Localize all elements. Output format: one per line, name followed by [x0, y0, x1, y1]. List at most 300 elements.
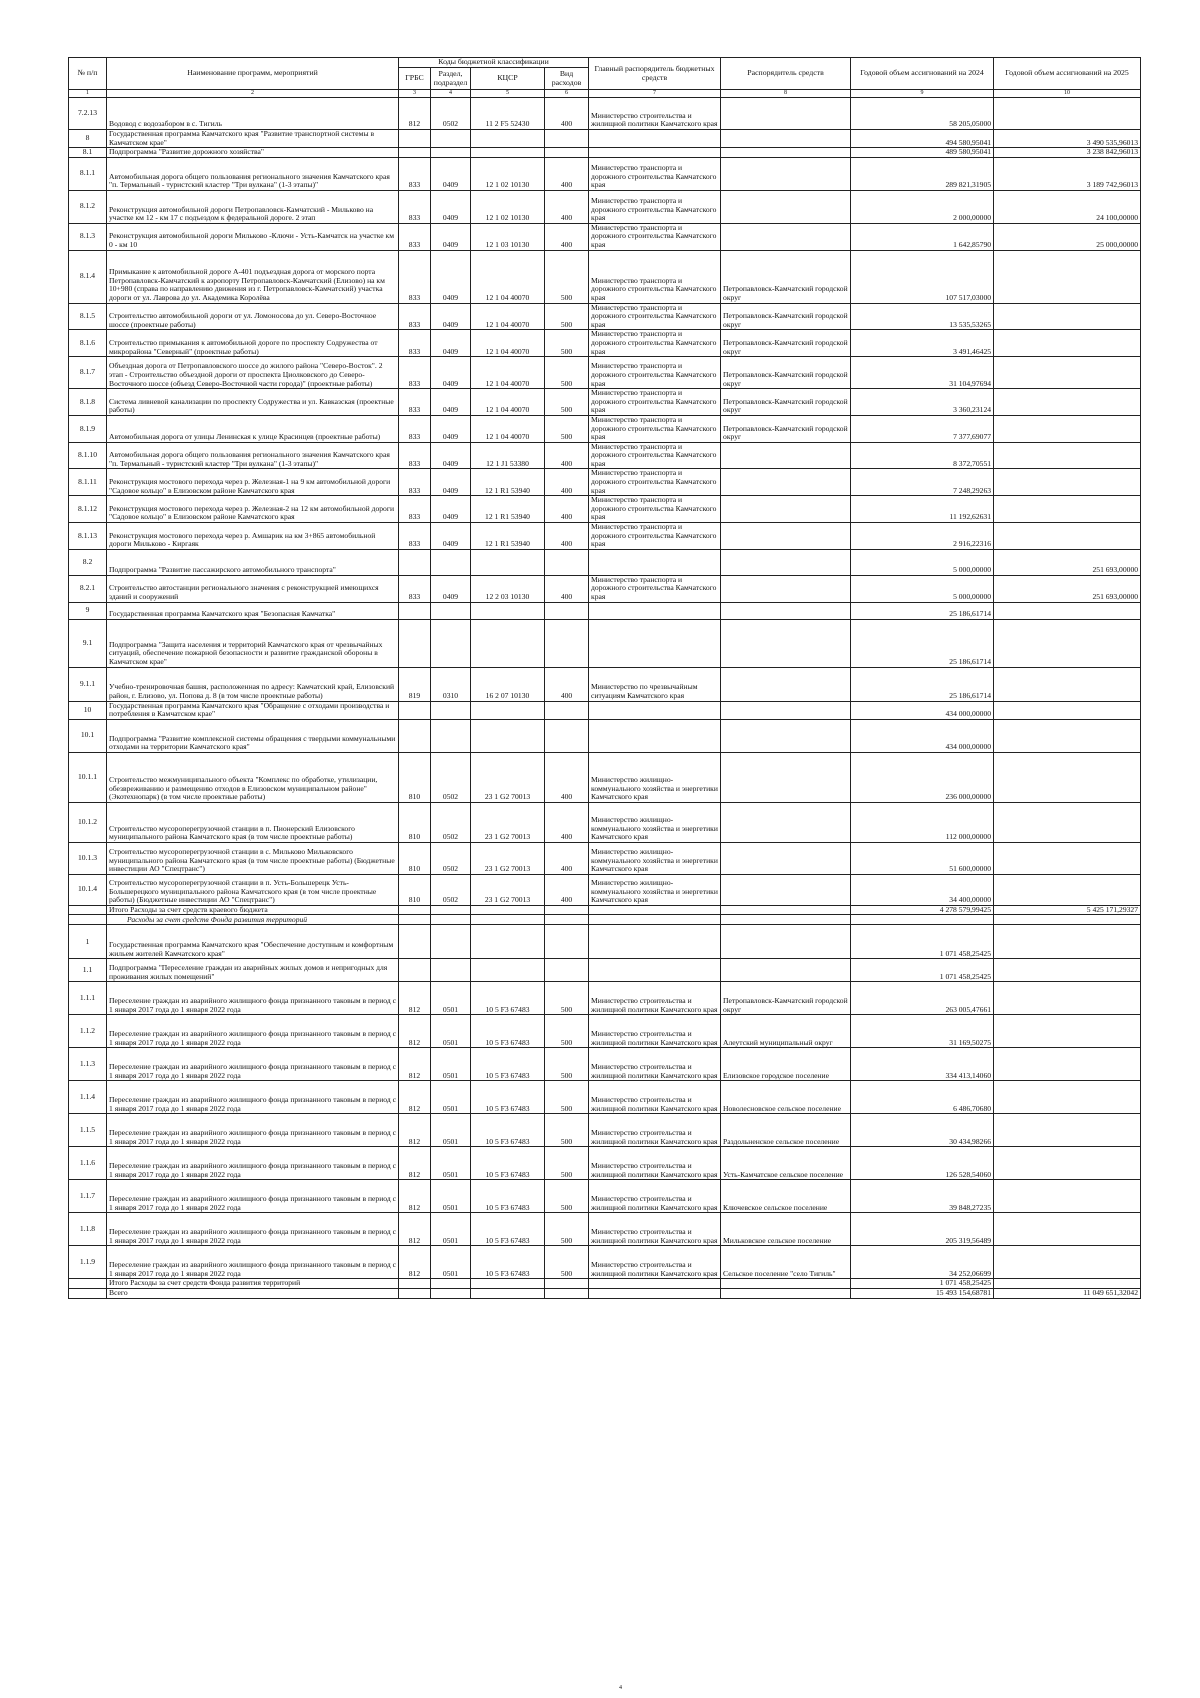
row-rasporyaditel: Сельское поселение "село Тигиль" — [721, 1246, 851, 1279]
table-row — [69, 1288, 1141, 1298]
row-amount-2024: 11 192,62631 — [851, 496, 994, 523]
row-amount-2024: 34 400,00000 — [851, 874, 994, 905]
row-kcsr: 10 5 F3 67483 — [471, 1081, 545, 1114]
row-name: Строительство примыкания к автомобильной дороге по проспекту Содружества от микрорайона "Северный" (проектные работы) — [107, 330, 399, 357]
row-name: Строительство мусороперегрузочной станции в п. Пионерский Елизовского муниципального района Камчатского края (в том числе проектные работы) — [107, 802, 399, 842]
table-row — [69, 719, 1141, 752]
row-kcsr: 12 1 03 10130 — [471, 223, 545, 250]
row-number: 1.1.8 — [69, 1213, 107, 1246]
row-name: Подпрограмма "Переселение граждан из аварийных жилых домов и непригодных для проживания жилых помещений" — [107, 959, 399, 982]
row-glavniy: Министерство транспорта и дорожного строительства Камчатского края — [589, 442, 721, 469]
row-rasporyaditel — [721, 842, 851, 874]
row-grbs — [399, 602, 431, 619]
row-glavniy: Министерство строительства и жилищной политики Камчатского края — [589, 1015, 721, 1048]
row-name: Государственная программа Камчатского края "Обращение с отходами производства и потребления в Камчатском крае" — [107, 701, 399, 719]
row-amount-2024: 5 000,00000 — [851, 549, 994, 575]
row-razdel — [431, 130, 471, 148]
row-kcsr — [471, 915, 545, 925]
row-glavniy: Министерство строительства и жилищной политики Камчатского края — [589, 1147, 721, 1180]
row-glavniy — [589, 905, 721, 915]
row-amount-2025: 5 425 171,29327 — [994, 905, 1141, 915]
row-razdel: 0409 — [431, 415, 471, 442]
row-grbs — [399, 925, 431, 959]
row-rasporyaditel — [721, 619, 851, 667]
row-name: Автомобильная дорога общего пользования регионального значения Камчатского края "п. Термальный - туристский кластер "Три вулкана" (1-3 этапы)" — [107, 442, 399, 469]
row-amount-2025 — [994, 1147, 1141, 1180]
table-body — [69, 98, 1141, 1299]
row-amount-2024: 334 413,14060 — [851, 1048, 994, 1081]
row-amount-2025 — [994, 915, 1141, 925]
row-kcsr — [471, 1279, 545, 1289]
row-razdel — [431, 959, 471, 982]
row-vid — [545, 130, 589, 148]
row-amount-2025 — [994, 874, 1141, 905]
row-number: 8.1.1 — [69, 157, 107, 190]
row-vid — [545, 701, 589, 719]
row-name: Строительство мусороперегрузочной станции в с. Мильково Мильковского муниципального района Камчатского края (в том числе проектные работы) (Бюджетные инвестиции АО "Спецтранс") — [107, 842, 399, 874]
row-glavniy: Министерство строительства и жилищной политики Камчатского края — [589, 1213, 721, 1246]
row-glavniy — [589, 915, 721, 925]
row-amount-2025: 24 100,00000 — [994, 190, 1141, 223]
row-glavniy: Министерство транспорта и дорожного строительства Камчатского края — [589, 157, 721, 190]
row-glavniy: Министерство транспорта и дорожного строительства Камчатского края — [589, 330, 721, 357]
row-rasporyaditel: Петропавловск-Камчатский городской округ — [721, 250, 851, 303]
row-amount-2025 — [994, 303, 1141, 330]
table-row — [69, 925, 1141, 959]
row-grbs: 812 — [399, 98, 431, 130]
row-name: Переселение граждан из аварийного жилищного фонда признанного таковым в период с 1 января 2017 года до 1 января 2022 года — [107, 1081, 399, 1114]
row-vid: 400 — [545, 667, 589, 701]
row-rasporyaditel: Мильковское сельское поселение — [721, 1213, 851, 1246]
row-vid: 500 — [545, 1213, 589, 1246]
row-number: 8.1 — [69, 148, 107, 158]
row-amount-2025: 25 000,00000 — [994, 223, 1141, 250]
row-glavniy — [589, 959, 721, 982]
row-grbs: 812 — [399, 1081, 431, 1114]
row-number: 8.1.13 — [69, 523, 107, 550]
row-vid: 400 — [545, 223, 589, 250]
row-name: Переселение граждан из аварийного жилищного фонда признанного таковым в период с 1 января 2017 года до 1 января 2022 года — [107, 1114, 399, 1147]
table-row — [69, 330, 1141, 357]
row-rasporyaditel: Раздольненское сельское поселение — [721, 1114, 851, 1147]
row-number: 10.1.2 — [69, 802, 107, 842]
row-glavniy: Министерство транспорта и дорожного строительства Камчатского края — [589, 469, 721, 496]
row-vid — [545, 719, 589, 752]
row-amount-2024: 31 104,97694 — [851, 357, 994, 389]
row-amount-2024: 494 580,95041 — [851, 130, 994, 148]
row-rasporyaditel — [721, 874, 851, 905]
row-razdel — [431, 905, 471, 915]
row-amount-2024: 7 377,69077 — [851, 415, 994, 442]
row-amount-2025: 3 490 535,96013 — [994, 130, 1141, 148]
row-razdel: 0409 — [431, 575, 471, 602]
row-name: Переселение граждан из аварийного жилищного фонда признанного таковым в период с 1 января 2017 года до 1 января 2022 года — [107, 1147, 399, 1180]
row-number: 8.1.8 — [69, 389, 107, 416]
row-glavniy: Министерство транспорта и дорожного строительства Камчатского края — [589, 303, 721, 330]
row-name: Расходы за счет средств Фонда развития территорий — [107, 915, 399, 925]
row-name: Переселение граждан из аварийного жилищного фонда признанного таковым в период с 1 января 2017 года до 1 января 2022 года — [107, 982, 399, 1015]
row-amount-2025 — [994, 250, 1141, 303]
table-row — [69, 190, 1141, 223]
table-row — [69, 701, 1141, 719]
row-glavniy — [589, 602, 721, 619]
row-vid: 400 — [545, 469, 589, 496]
row-vid — [545, 549, 589, 575]
row-number — [69, 1279, 107, 1289]
row-grbs — [399, 1288, 431, 1298]
row-amount-2025 — [994, 496, 1141, 523]
row-razdel: 0501 — [431, 1048, 471, 1081]
row-vid — [545, 148, 589, 158]
row-amount-2025 — [994, 1081, 1141, 1114]
row-rasporyaditel — [721, 575, 851, 602]
row-vid — [545, 915, 589, 925]
row-razdel: 0310 — [431, 667, 471, 701]
table-row — [69, 602, 1141, 619]
row-amount-2024: 25 186,61714 — [851, 619, 994, 667]
table-row — [69, 802, 1141, 842]
row-number: 10.1.3 — [69, 842, 107, 874]
row-number: 1.1.4 — [69, 1081, 107, 1114]
row-glavniy — [589, 549, 721, 575]
row-name: Водовод с водозабором в с. Тигиль — [107, 98, 399, 130]
row-rasporyaditel: Петропавловск-Камчатский городской округ — [721, 357, 851, 389]
row-vid — [545, 905, 589, 915]
row-glavniy: Министерство строительства и жилищной политики Камчатского края — [589, 1180, 721, 1213]
row-number: 8.2.1 — [69, 575, 107, 602]
row-amount-2025 — [994, 442, 1141, 469]
row-kcsr: 12 1 04 40070 — [471, 330, 545, 357]
row-razdel — [431, 602, 471, 619]
row-number — [69, 905, 107, 915]
row-grbs: 833 — [399, 357, 431, 389]
row-razdel: 0409 — [431, 250, 471, 303]
row-amount-2025 — [994, 1114, 1141, 1147]
row-razdel — [431, 619, 471, 667]
row-amount-2025: 251 693,00000 — [994, 575, 1141, 602]
row-amount-2024: 1 071 458,25425 — [851, 959, 994, 982]
row-kcsr: 10 5 F3 67483 — [471, 1180, 545, 1213]
col-num: 9 — [851, 90, 994, 98]
table-row — [69, 1147, 1141, 1180]
row-grbs: 833 — [399, 442, 431, 469]
row-vid: 500 — [545, 330, 589, 357]
header-kcsr: КЦСР — [471, 68, 545, 90]
table-row — [69, 148, 1141, 158]
row-amount-2024: 5 000,00000 — [851, 575, 994, 602]
table-row — [69, 496, 1141, 523]
row-amount-2025 — [994, 469, 1141, 496]
row-name: Переселение граждан из аварийного жилищного фонда признанного таковым в период с 1 января 2017 года до 1 января 2022 года — [107, 1180, 399, 1213]
row-rasporyaditel — [721, 157, 851, 190]
row-razdel — [431, 1279, 471, 1289]
row-amount-2024: 39 848,27235 — [851, 1180, 994, 1213]
row-grbs: 833 — [399, 496, 431, 523]
row-razdel: 0409 — [431, 357, 471, 389]
row-amount-2024: 51 600,00000 — [851, 842, 994, 874]
row-glavniy: Министерство строительства и жилищной политики Камчатского края — [589, 1048, 721, 1081]
row-glavniy: Министерство строительства и жилищной политики Камчатского края — [589, 1246, 721, 1279]
row-grbs — [399, 701, 431, 719]
row-name: Автомобильная дорога общего пользования регионального значения Камчатского края "п. Термальный - туристский кластер "Три вулкана" (1-3 этапы)" — [107, 157, 399, 190]
row-glavniy: Министерство строительства и жилищной политики Камчатского края — [589, 1081, 721, 1114]
row-rasporyaditel — [721, 802, 851, 842]
row-grbs: 833 — [399, 190, 431, 223]
row-number: 8.1.12 — [69, 496, 107, 523]
row-kcsr: 23 1 G2 70013 — [471, 802, 545, 842]
row-grbs: 833 — [399, 223, 431, 250]
row-rasporyaditel — [721, 1279, 851, 1289]
row-grbs — [399, 915, 431, 925]
row-rasporyaditel — [721, 223, 851, 250]
row-razdel — [431, 549, 471, 575]
row-grbs — [399, 719, 431, 752]
row-kcsr — [471, 701, 545, 719]
row-name: Подпрограмма "Развитие комплексной системы обращения с твердыми коммунальными отходами на территории Камчатского края" — [107, 719, 399, 752]
row-grbs: 833 — [399, 330, 431, 357]
row-razdel: 0409 — [431, 442, 471, 469]
row-number: 8.1.10 — [69, 442, 107, 469]
row-amount-2025: 3 238 842,96013 — [994, 148, 1141, 158]
row-kcsr: 12 1 R1 53940 — [471, 523, 545, 550]
row-amount-2024: 8 372,70551 — [851, 442, 994, 469]
row-amount-2025 — [994, 701, 1141, 719]
row-amount-2025 — [994, 1246, 1141, 1279]
row-kcsr: 12 1 04 40070 — [471, 303, 545, 330]
row-amount-2024: 25 186,61714 — [851, 602, 994, 619]
row-kcsr — [471, 619, 545, 667]
row-name: Всего — [107, 1288, 399, 1298]
table-row — [69, 157, 1141, 190]
row-razdel: 0409 — [431, 496, 471, 523]
table-row — [69, 1180, 1141, 1213]
table-row — [69, 303, 1141, 330]
table-row — [69, 575, 1141, 602]
table-row — [69, 842, 1141, 874]
row-amount-2025 — [994, 415, 1141, 442]
row-amount-2024: 434 000,00000 — [851, 701, 994, 719]
row-name: Реконструкция мостового перехода через р. Амшарик на км 3+865 автомобильной дороги Мильково - Киргаяк — [107, 523, 399, 550]
row-glavniy: Министерство жилищно-коммунального хозяйства и энергетики Камчатского края — [589, 802, 721, 842]
col-num: 1 — [69, 90, 107, 98]
col-num: 2 — [107, 90, 399, 98]
row-rasporyaditel — [721, 496, 851, 523]
col-num: 10 — [994, 90, 1141, 98]
row-razdel: 0409 — [431, 523, 471, 550]
row-number: 8.1.7 — [69, 357, 107, 389]
row-amount-2025 — [994, 719, 1141, 752]
row-rasporyaditel — [721, 719, 851, 752]
row-number: 1.1 — [69, 959, 107, 982]
table-row — [69, 1081, 1141, 1114]
row-rasporyaditel: Ключевское сельское поселение — [721, 1180, 851, 1213]
header-name: Наименование программ, мероприятий — [107, 58, 399, 90]
row-number: 1.1.1 — [69, 982, 107, 1015]
row-amount-2024: 236 000,00000 — [851, 752, 994, 802]
table-row — [69, 1015, 1141, 1048]
row-number: 9.1.1 — [69, 667, 107, 701]
row-glavniy: Министерство транспорта и дорожного строительства Камчатского края — [589, 415, 721, 442]
row-rasporyaditel — [721, 667, 851, 701]
row-kcsr — [471, 719, 545, 752]
col-num: 6 — [545, 90, 589, 98]
row-grbs: 812 — [399, 1015, 431, 1048]
row-vid: 500 — [545, 1180, 589, 1213]
table-row — [69, 752, 1141, 802]
header-y2024: Годовой объем ассигнований на 2024 — [851, 58, 994, 90]
row-name: Реконструкция автомобильной дороги Петропавловск-Камчатский - Мильково на участке км 12 - км 17 с подъездом к федеральной дороге. 2 этап — [107, 190, 399, 223]
row-rasporyaditel: Петропавловск-Камчатский городской округ — [721, 303, 851, 330]
row-kcsr: 12 1 J1 53380 — [471, 442, 545, 469]
row-name: Государственная программа Камчатского края "Безопасная Камчатка" — [107, 602, 399, 619]
row-amount-2025 — [994, 619, 1141, 667]
row-razdel: 0409 — [431, 389, 471, 416]
row-grbs: 833 — [399, 469, 431, 496]
row-vid — [545, 619, 589, 667]
row-kcsr: 10 5 F3 67483 — [471, 1213, 545, 1246]
row-razdel — [431, 719, 471, 752]
row-grbs — [399, 959, 431, 982]
row-glavniy — [589, 719, 721, 752]
row-kcsr: 10 5 F3 67483 — [471, 1015, 545, 1048]
row-number: 1.1.2 — [69, 1015, 107, 1048]
row-number: 8.1.4 — [69, 250, 107, 303]
row-amount-2025 — [994, 1048, 1141, 1081]
row-name: Переселение граждан из аварийного жилищного фонда признанного таковым в период с 1 января 2017 года до 1 января 2022 года — [107, 1048, 399, 1081]
row-amount-2024: 1 071 458,25425 — [851, 1279, 994, 1289]
row-razdel: 0501 — [431, 1015, 471, 1048]
row-name: Строительство мусороперегрузочной станции в п. Усть-Большерецк Усть-Большерецкого муниципального района Камчатского края (в том числе проектные работы) (Бюджетные инвестиции АО "Спецтранс") — [107, 874, 399, 905]
row-name: Строительство автомобильной дороги от ул. Ломоносова до ул. Северо-Восточное шоссе (проектные работы) — [107, 303, 399, 330]
row-vid: 400 — [545, 98, 589, 130]
row-kcsr: 10 5 F3 67483 — [471, 1147, 545, 1180]
row-number: 8.1.5 — [69, 303, 107, 330]
row-number: 10 — [69, 701, 107, 719]
row-rasporyaditel — [721, 148, 851, 158]
row-number: 8.1.6 — [69, 330, 107, 357]
row-razdel: 0501 — [431, 1246, 471, 1279]
row-amount-2025 — [994, 959, 1141, 982]
row-amount-2025 — [994, 982, 1141, 1015]
row-rasporyaditel — [721, 959, 851, 982]
row-amount-2025 — [994, 1015, 1141, 1048]
col-num: 7 — [589, 90, 721, 98]
row-number: 1.1.5 — [69, 1114, 107, 1147]
table-row — [69, 130, 1141, 148]
row-glavniy: Министерство транспорта и дорожного строительства Камчатского края — [589, 389, 721, 416]
row-razdel — [431, 925, 471, 959]
header-no: № п/п — [69, 58, 107, 90]
row-glavniy — [589, 619, 721, 667]
row-razdel — [431, 1288, 471, 1298]
row-grbs — [399, 619, 431, 667]
row-kcsr: 23 1 G2 70013 — [471, 842, 545, 874]
row-name: Государственная программа Камчатского края "Обеспечение доступным и комфортным жильем жителей Камчатского края" — [107, 925, 399, 959]
row-grbs: 833 — [399, 523, 431, 550]
row-amount-2025 — [994, 98, 1141, 130]
row-amount-2025: 251 693,00000 — [994, 549, 1141, 575]
row-vid: 400 — [545, 523, 589, 550]
row-kcsr: 12 1 02 10130 — [471, 190, 545, 223]
row-razdel: 0502 — [431, 98, 471, 130]
row-razdel: 0501 — [431, 1147, 471, 1180]
page-number: 4 — [619, 1685, 622, 1691]
row-kcsr: 12 1 02 10130 — [471, 157, 545, 190]
row-number: 7.2.13 — [69, 98, 107, 130]
row-amount-2025 — [994, 1279, 1141, 1289]
row-rasporyaditel — [721, 190, 851, 223]
row-razdel: 0409 — [431, 190, 471, 223]
row-amount-2025 — [994, 602, 1141, 619]
row-number: 8.1.11 — [69, 469, 107, 496]
row-kcsr: 12 1 04 40070 — [471, 415, 545, 442]
row-glavniy: Министерство транспорта и дорожного строительства Камчатского края — [589, 250, 721, 303]
row-number: 8.1.2 — [69, 190, 107, 223]
row-amount-2024: 34 252,06699 — [851, 1246, 994, 1279]
row-amount-2024: 2 916,22316 — [851, 523, 994, 550]
row-number: 1.1.6 — [69, 1147, 107, 1180]
row-grbs — [399, 1279, 431, 1289]
row-razdel: 0501 — [431, 982, 471, 1015]
row-vid: 500 — [545, 1081, 589, 1114]
row-glavniy: Министерство транспорта и дорожного строительства Камчатского края — [589, 523, 721, 550]
row-glavniy: Министерство строительства и жилищной политики Камчатского края — [589, 982, 721, 1015]
row-razdel: 0409 — [431, 157, 471, 190]
row-amount-2025 — [994, 330, 1141, 357]
row-kcsr: 12 1 R1 53940 — [471, 469, 545, 496]
row-number: 8.2 — [69, 549, 107, 575]
row-amount-2024: 31 169,50275 — [851, 1015, 994, 1048]
row-name: Подпрограмма "Защита населения и территорий Камчатского края от чрезвычайных ситуаций, обеспечение пожарной безопасности и развитие гражданской обороны в Камчатском крае" — [107, 619, 399, 667]
row-grbs — [399, 549, 431, 575]
row-kcsr: 10 5 F3 67483 — [471, 1048, 545, 1081]
row-grbs: 833 — [399, 303, 431, 330]
row-amount-2024: 205 319,56489 — [851, 1213, 994, 1246]
row-grbs: 810 — [399, 752, 431, 802]
row-amount-2024: 4 278 579,99425 — [851, 905, 994, 915]
row-number: 1.1.9 — [69, 1246, 107, 1279]
row-vid — [545, 1288, 589, 1298]
row-rasporyaditel — [721, 905, 851, 915]
row-vid: 400 — [545, 842, 589, 874]
row-kcsr: 12 1 R1 53940 — [471, 496, 545, 523]
row-amount-2025 — [994, 842, 1141, 874]
row-amount-2024 — [851, 915, 994, 925]
row-rasporyaditel — [721, 98, 851, 130]
row-rasporyaditel — [721, 1288, 851, 1298]
row-amount-2024: 25 186,61714 — [851, 667, 994, 701]
row-amount-2024: 489 580,95041 — [851, 148, 994, 158]
row-rasporyaditel — [721, 469, 851, 496]
row-name: Реконструкция мостового перехода через р. Железная-1 на 9 км автомобильной дороги "Садовое кольцо" в Елизовском районе Камчатского края — [107, 469, 399, 496]
row-razdel: 0501 — [431, 1180, 471, 1213]
row-rasporyaditel — [721, 925, 851, 959]
row-name: Итого Расходы за счет средств Фонда развития территорий — [107, 1279, 399, 1289]
row-number: 9.1 — [69, 619, 107, 667]
row-vid: 400 — [545, 575, 589, 602]
header-glavniy: Главный распорядитель бюджетных средств — [589, 58, 721, 90]
row-kcsr — [471, 905, 545, 915]
row-vid — [545, 925, 589, 959]
row-amount-2024: 3 491,46425 — [851, 330, 994, 357]
row-amount-2024: 126 528,54060 — [851, 1147, 994, 1180]
row-amount-2024: 6 486,70680 — [851, 1081, 994, 1114]
row-glavniy: Министерство транспорта и дорожного строительства Камчатского края — [589, 575, 721, 602]
row-vid: 500 — [545, 389, 589, 416]
table-row — [69, 223, 1141, 250]
row-kcsr: 12 2 03 10130 — [471, 575, 545, 602]
row-glavniy — [589, 148, 721, 158]
